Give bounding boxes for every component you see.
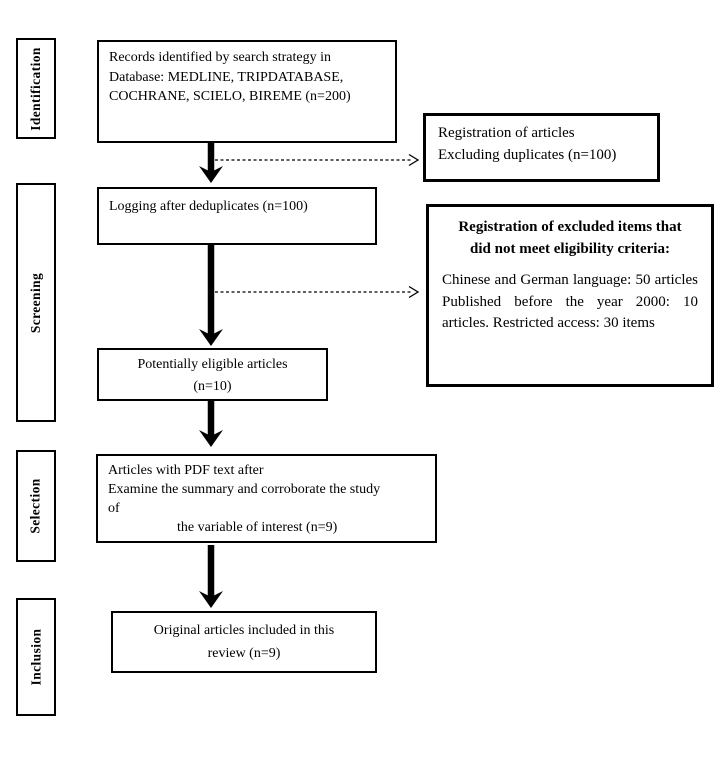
logging-after-dedup-box <box>97 187 377 245</box>
pdf-review-line3: of <box>108 501 120 516</box>
stage-screening-label: Screening <box>28 272 44 333</box>
records-identified-line3: COCHRANE, SCIELO, BIREME (n=200) <box>109 89 351 104</box>
stage-selection-label: Selection <box>28 478 43 534</box>
pdf-review-line4: the variable of interest (n=9) <box>177 520 338 535</box>
excluded-items-heading-line1: Registration of excluded items that <box>458 219 682 235</box>
included-articles-line1: Original articles included in this <box>153 623 335 638</box>
records-identified-box <box>97 40 397 143</box>
stage-selection <box>16 450 56 562</box>
potentially-eligible-line2: (n=10) <box>193 379 232 394</box>
logging-after-dedup-text: Logging after deduplicates (n=100) <box>109 199 308 214</box>
stage-inclusion <box>16 598 56 716</box>
stage-screening <box>16 183 56 422</box>
duplicates-registration-line1: Registration of articles <box>438 125 575 141</box>
stage-identification <box>16 38 56 139</box>
duplicates-registration-box <box>423 113 660 182</box>
stage-identification-label: Identification <box>28 46 44 131</box>
dashed-arrow-to-duplicates-box <box>215 155 418 166</box>
excluded-items-body: Chinese and German language: 50 articles Published before the year 2000: 10 articles. Restricted access: 30 items <box>442 272 698 331</box>
arrow-eligible-to-pdf <box>199 401 223 447</box>
pdf-review-line2: Examine the summary and corroborate the study <box>108 482 381 497</box>
included-articles-line2: review (n=9) <box>207 646 281 661</box>
dashed-arrow-to-excluded-box <box>215 287 418 298</box>
included-articles-box <box>111 611 377 673</box>
excluded-items-box <box>426 204 714 387</box>
arrow-logging-to-eligible <box>199 245 223 346</box>
records-identified-line2: Database: MEDLINE, TRIPDATABASE, <box>109 69 344 85</box>
potentially-eligible-box <box>97 348 328 401</box>
records-identified-line1: Records identified by search strategy in <box>109 50 331 65</box>
pdf-review-line1: Articles with PDF text after <box>108 463 264 478</box>
excluded-items-heading-line2: did not meet eligibility criteria: <box>470 241 670 257</box>
arrow-records-to-logging <box>199 143 223 183</box>
stage-inclusion-label: Inclusion <box>28 628 43 686</box>
potentially-eligible-line1: Potentially eligible articles <box>137 357 288 372</box>
pdf-review-box <box>96 454 437 543</box>
duplicates-registration-line2: Excluding duplicates (n=100) <box>438 146 617 163</box>
arrow-pdf-to-included <box>199 545 223 608</box>
